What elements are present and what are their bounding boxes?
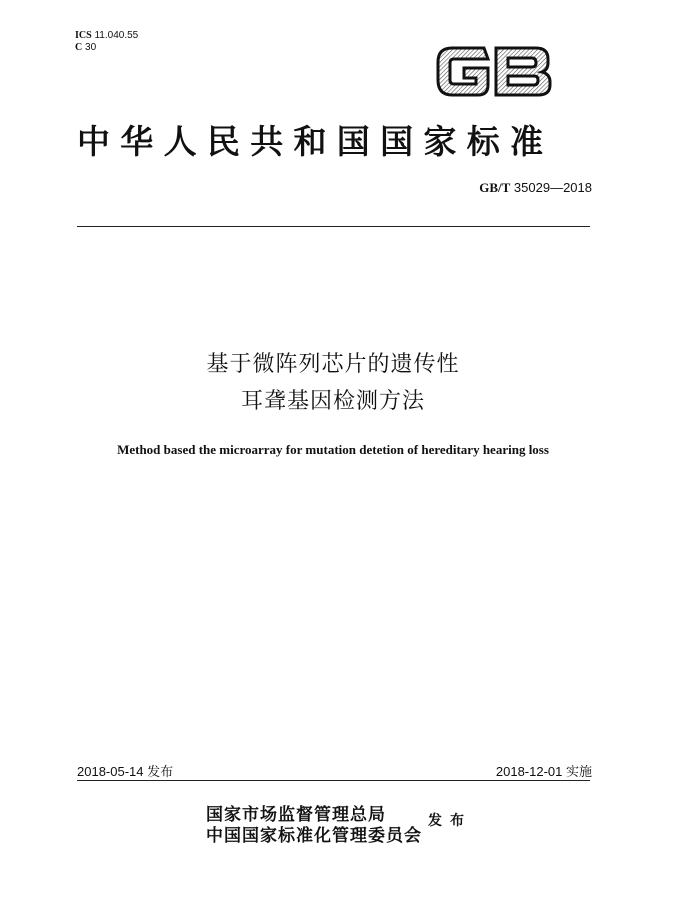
gb-logo <box>432 40 554 102</box>
issuer-line2: 中国国家标准化管理委员会 <box>206 826 422 846</box>
top-divider <box>77 226 590 227</box>
issue-date: 2018-05-14 发布 <box>77 764 174 779</box>
title-en: Method based the microarray for mutation detetion of hereditary hearing loss <box>117 442 549 457</box>
title-cn-line2: 耳聋基因检测方法 <box>240 389 425 414</box>
bottom-divider <box>77 780 590 781</box>
title-cn-line1: 基于微阵列芯片的遗传性 <box>206 352 460 377</box>
ics-value: 11.040.55 <box>94 30 139 41</box>
national-standard-heading: 中华人民共和国国家标准 <box>77 122 554 161</box>
classification-block <box>75 30 138 54</box>
standard-code-number: 35029—2018 <box>513 180 592 195</box>
implementation-date: 2018-12-01 实施 <box>495 764 592 779</box>
ics-label: ICS <box>75 30 92 41</box>
standard-code-prefix: GB/T <box>479 180 511 195</box>
ics-line <box>75 30 138 42</box>
ccs-label: C <box>75 42 83 53</box>
issuer-line1: 国家市场监督管理总局 <box>206 805 386 825</box>
ccs-line <box>75 42 138 54</box>
publish-label: 发布 <box>428 813 472 829</box>
ccs-value: 30 <box>85 42 97 53</box>
standard-code <box>479 180 592 196</box>
